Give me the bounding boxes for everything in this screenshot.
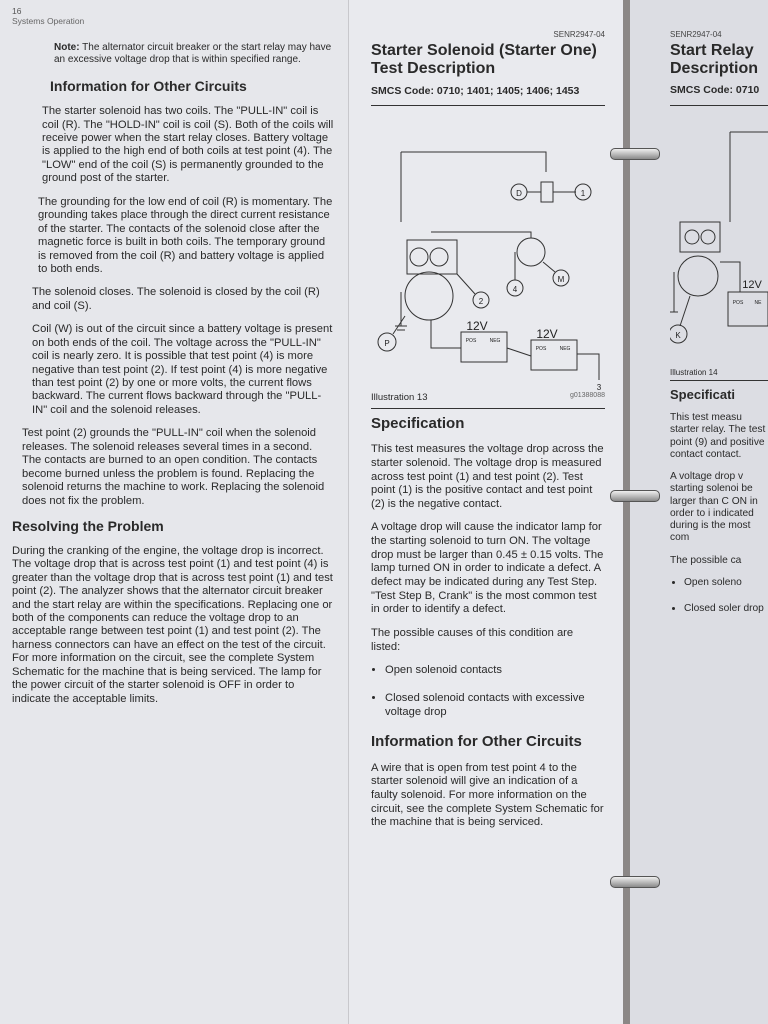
title-rule: [371, 105, 605, 106]
relay-solenoid-block: [680, 222, 720, 252]
start-relay-diagram: [670, 112, 768, 362]
smcs-code: SMCS Code: 0710; 1401; 1405; 1406; 1453: [371, 84, 580, 97]
right-smcs-code: SMCS Code: 0710: [670, 84, 760, 97]
causes-list: [371, 664, 605, 719]
diagram-wire-top: [401, 152, 546, 222]
relay-battery: [728, 292, 768, 326]
right-paragraph-voltage-drop: A voltage drop v starting solenoi be larger than C ON in order to i indicated during is the most com: [670, 471, 758, 544]
right-title-line1: Start Relay: [670, 41, 754, 59]
relay-battery-voltage: 12V: [742, 278, 762, 291]
list-item: • Closed solenoid contacts with excessive voltage drop: [385, 692, 605, 719]
wire-test-point-2: [457, 274, 475, 294]
paragraph-open-wire: A wire that is open from test point 4 to the starter solenoid will give an indication of a faulty solenoid. For more information on the circuit, see the complete System Schematic for the machine that is being serviced.: [371, 761, 604, 829]
heading-info-other-circuits-2: Information for Other Circuits: [371, 733, 582, 751]
battery-1-voltage: 12V: [466, 319, 488, 334]
battery-2-neg: NEG: [559, 346, 571, 353]
page-number: 16: [12, 6, 22, 16]
paragraph-test-point-2: Test point (2) grounds the "PULL-IN" coil when the solenoid releases. The solenoid releases several times in a second. The contacts are burned to an open condition. The contacts become burned unless the problem is found. Replacing the solenoid returns the machine to work. Replacing the solenoid does not fix the problem.: [22, 427, 325, 507]
heading-resolving-problem: Resolving the Problem: [12, 517, 164, 534]
caption-rule: [371, 408, 605, 409]
label-m: M: [557, 275, 565, 285]
note-label: Note:: [54, 42, 80, 54]
illustration-label: Illustration 13: [371, 392, 428, 404]
right-title-line2: Description: [670, 59, 759, 77]
middle-page: [348, 0, 623, 1024]
right-doc-number: SENR2947-04: [670, 30, 722, 39]
label-3: 3: [596, 383, 602, 393]
right-title-rule: [670, 105, 768, 106]
note-text: The alternator circuit breaker or the start relay may have an excessive voltage drop that is within specified range.: [54, 42, 332, 66]
paragraph-causes-intro: The possible causes of this condition are listed:: [371, 627, 574, 653]
battery-1: [461, 332, 507, 362]
battery-2: [531, 340, 577, 370]
right-causes-list: [670, 577, 768, 615]
right-paragraph-spec: This test measu starter relay. The test point (9) and positive contact contact.: [670, 412, 766, 460]
illustration-id: g01388088: [569, 392, 605, 400]
paragraph-grounding: The grounding for the low end of coil (R) is momentary. The grounding takes place through the direct current resistance of the starter. The contacts of the solenoid close after the magnetic force is built in both coils. The temporary ground is removed from the coil (R) and battery voltage is applied to both ends.: [38, 195, 333, 275]
list-item: • Closed soler drop: [684, 603, 768, 615]
start-relay-box: [541, 182, 553, 202]
relay-battery-pos: POS: [732, 299, 744, 306]
left-page: [0, 0, 348, 1024]
binder-ring-top: [610, 148, 660, 160]
list-item: • Open soleno: [684, 577, 768, 589]
binder-ring-middle: [610, 490, 660, 502]
right-paragraph-causes-intro: The possible ca: [670, 554, 742, 566]
page-title-line1: Starter Solenoid (Starter One): [371, 41, 597, 59]
paragraph-solenoid-closes: The solenoid closes. The solenoid is closed by the coil (R) and coil (S).: [32, 286, 320, 312]
label-d: D: [516, 189, 522, 199]
binder-ring-bottom: [610, 876, 660, 888]
right-heading-specification: Specificati: [670, 386, 736, 402]
page-title-line2: Test Description: [371, 60, 496, 78]
running-head: Systems Operation: [12, 16, 85, 27]
solenoid-block: [407, 240, 457, 274]
doc-number: SENR2947-04: [553, 30, 605, 39]
right-illustration-label: Illustration 14: [670, 367, 718, 377]
right-caption-rule: [670, 380, 768, 381]
paragraph-spec: This test measures the voltage drop across the starter solenoid. The voltage drop is measured across test point (1) and test point (2). Test point (1) is the positive contact and test point (2) is the negative contact.: [371, 443, 604, 510]
label-k: K: [675, 330, 681, 340]
relay-starter-motor: [678, 256, 718, 296]
starter-solenoid-diagram: [371, 112, 606, 392]
battery-2-pos: POS: [535, 346, 547, 353]
label-1: 1: [580, 189, 586, 199]
heading-info-other-circuits: Information for Other Circuits: [50, 78, 247, 95]
relay-battery-neg: NE: [754, 299, 762, 306]
label-4: 4: [512, 285, 518, 295]
paragraph-voltage-drop: A voltage drop will cause the indicator lamp for the starting solenoid to turn ON. The voltage drop must be larger than 0.45 ± 0.15 volts. The lamp turned ON in order to indicate a defect. A defect may be indicated during any Test Step. "Test Step B, Crank" is the most common test in order to identify a defect.: [371, 521, 604, 616]
paragraph-coil-w: Coil (W) is out of the circuit since a battery voltage is present on both ends of the coil. The voltage across the "PULL-IN" coil is nearly zero. It is possible that test point (4) is more negative than test point (2). If test point (4) is more negative than test point (2) by one or more volts, the current flows backward. The current flows backward through the "PULL-IN" coil and the solenoid releases.: [32, 323, 333, 416]
illustration-caption: [371, 392, 605, 404]
relay-wire-top: [730, 132, 768, 222]
paragraph-resolving: During the cranking of the engine, the voltage drop is incorrect. The voltage drop that is across test point (1) and test point (4) is greater than the voltage drop that is across test point (1) and test point (2). The analyzer shows that the alternator circuit breaker and the start relay are within the specifications. Replacing one or both of the components can reduce the voltage drop to an acceptable range between test point (1) and test point (2). The harness connectors can have an effect on the test of the circuit. For more information on the circuit, see the complete System Schematic for the machine that is being serviced. The lamp for the power circuit of the starter solenoid is OFF in order to indicate the acceptable limits.: [12, 544, 333, 705]
list-item: • Open solenoid contacts: [385, 664, 605, 678]
heading-specification: Specification: [371, 414, 465, 432]
label-2: 2: [478, 297, 484, 307]
starter-motor: [405, 272, 453, 320]
battery-2-voltage: 12V: [536, 327, 558, 342]
note: [54, 42, 334, 66]
label-p: P: [384, 339, 390, 349]
coil-housing: [517, 238, 545, 266]
battery-1-neg: NEG: [489, 338, 501, 345]
paragraph-coils: The starter solenoid has two coils. The "PULL-IN" coil is coil (R). The "HOLD-IN" coil is coil (S). Both of the coils will receive power when the start relay closes. Battery voltage is applied to the high end of both coils at test point (4). The "LOW" end of the coil (S) is permanently grounded to the ground post of the starter.: [42, 105, 334, 185]
battery-1-pos: POS: [465, 338, 477, 345]
